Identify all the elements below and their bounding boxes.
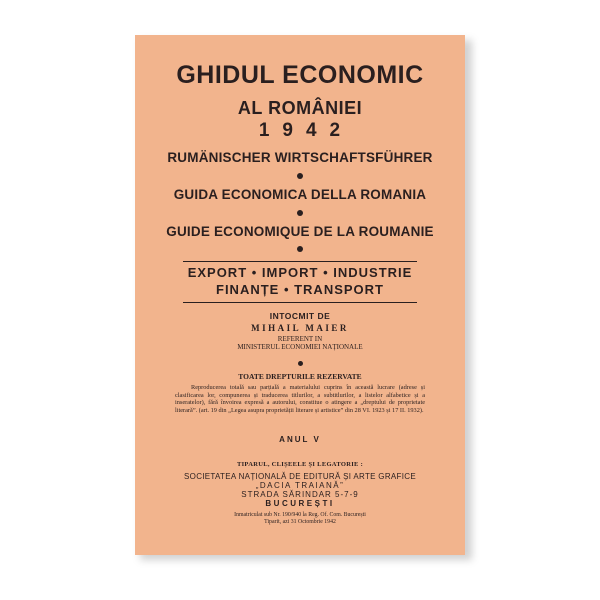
compiled-by-label: INTOCMIT DE: [269, 311, 331, 321]
bullet-dot: [297, 210, 303, 216]
volume-label: ANUL V: [279, 435, 321, 444]
cover-title-country: AL ROMÂNIEI: [237, 98, 363, 118]
topics-line-1: EXPORT • IMPORT • INDUSTRIE: [187, 265, 413, 280]
printing-label: TIPARUL, CLIȘEELE ȘI LEGATORIE :: [236, 461, 364, 468]
book-cover: [135, 35, 465, 555]
cover-title: GHIDUL ECONOMIC: [176, 61, 424, 89]
printer-brand: „DACIA TRAIANĂ”: [255, 481, 345, 490]
subtitle-french: GUIDE ECONOMIQUE DE LA ROUMANIE: [166, 224, 434, 239]
printer-city: BUCUREȘTI: [265, 499, 335, 508]
bullet-dot: [298, 361, 303, 366]
subtitle-german: RUMÄNISCHER WIRTSCHAFTSFÜHRER: [167, 150, 433, 165]
author-role: REFERENT IN: [277, 335, 323, 343]
author-name: MIHAIL MAIER: [251, 323, 349, 333]
topics-line-2: FINANȚE • TRANSPORT: [216, 282, 384, 297]
bullet-dot: [297, 173, 303, 179]
print-date: Tiparit, azi 31 Octombrie 1942: [264, 519, 336, 525]
rights-heading: TOATE DREPTURILE REZERVATE: [238, 372, 362, 381]
subtitle-italian: GUIDA ECONOMICA DELLA ROMANIA: [173, 187, 427, 202]
bullet-dot: [297, 246, 303, 252]
printer-name: SOCIETATEA NAȚIONALĂ DE EDITURĂ ȘI ARTE GRAFICE: [184, 472, 416, 481]
cover-year: 1942: [258, 120, 354, 141]
divider-rule: [183, 302, 417, 303]
printer-street: STRADA SĂRINDAR 5-7-9: [241, 490, 359, 499]
divider-rule: [183, 261, 417, 262]
rights-paragraph: Reproducerea totală sau parțială a materialului cuprins în această lucrare (adrese și clasificarea lor, compunerea și traducerea titlurilor, a subtitlurilor, a listelor alfabetice și a inseratelor), fără învoirea expresă a autorului, constitue o atingere a „dreptului de proprietate literară”. (art. 19 din „Legea asupra proprietății literare și artistice” din 28 VI. 1923 și 17 II. 1932).: [175, 384, 425, 414]
author-ministry: MINISTERUL ECONOMIEI NAȚIONALE: [237, 343, 363, 351]
registration-number: Inmatriculat sub Nr. 190/940 la Reg. Of. Com. București: [234, 512, 366, 518]
